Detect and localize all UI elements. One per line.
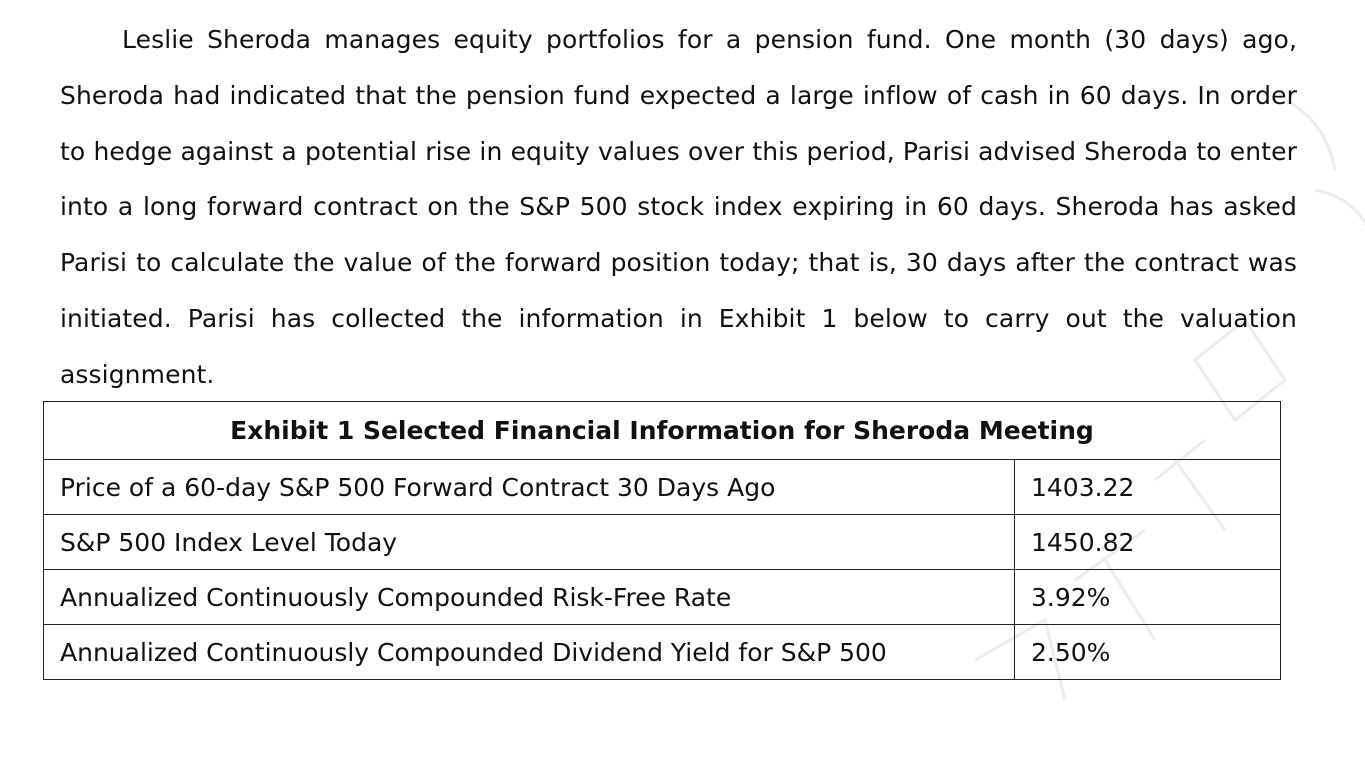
table-row (44, 515, 1281, 570)
exhibit-table (43, 401, 1281, 680)
table-row (44, 625, 1281, 680)
row-value: 1450.82 (1015, 515, 1281, 570)
table-row (44, 460, 1281, 515)
table-row (44, 570, 1281, 625)
body-paragraph: Leslie Sheroda manages equity portfolios for a pension fund. One month (30 days) ago, Sheroda had indicated that the pension fund expected a large inflow of cash in 60 days. In order to hedge against a potential rise in equity values over this period, Parisi advised Sheroda to enter into a long forward contract on the S&P 500 stock index expiring in 60 days. Sheroda has asked Parisi to calculate the value of the forward position today; that is, 30 days after the contract was initiated. Parisi has collected the information in Exhibit 1 below to carry out the valuation assignment. (60, 25, 1297, 389)
exhibit-header-row (44, 402, 1281, 460)
row-value: 1403.22 (1015, 460, 1281, 515)
row-value: 2.50% (1015, 625, 1281, 680)
row-label: Annualized Continuously Compounded Risk-Free Rate (44, 570, 1015, 625)
exhibit-title: Exhibit 1 Selected Financial Information for Sheroda Meeting (44, 402, 1281, 460)
row-value: 3.92% (1015, 570, 1281, 625)
row-label: Price of a 60-day S&P 500 Forward Contract 30 Days Ago (44, 460, 1015, 515)
row-label: Annualized Continuously Compounded Dividend Yield for S&P 500 (44, 625, 1015, 680)
row-label: S&P 500 Index Level Today (44, 515, 1015, 570)
